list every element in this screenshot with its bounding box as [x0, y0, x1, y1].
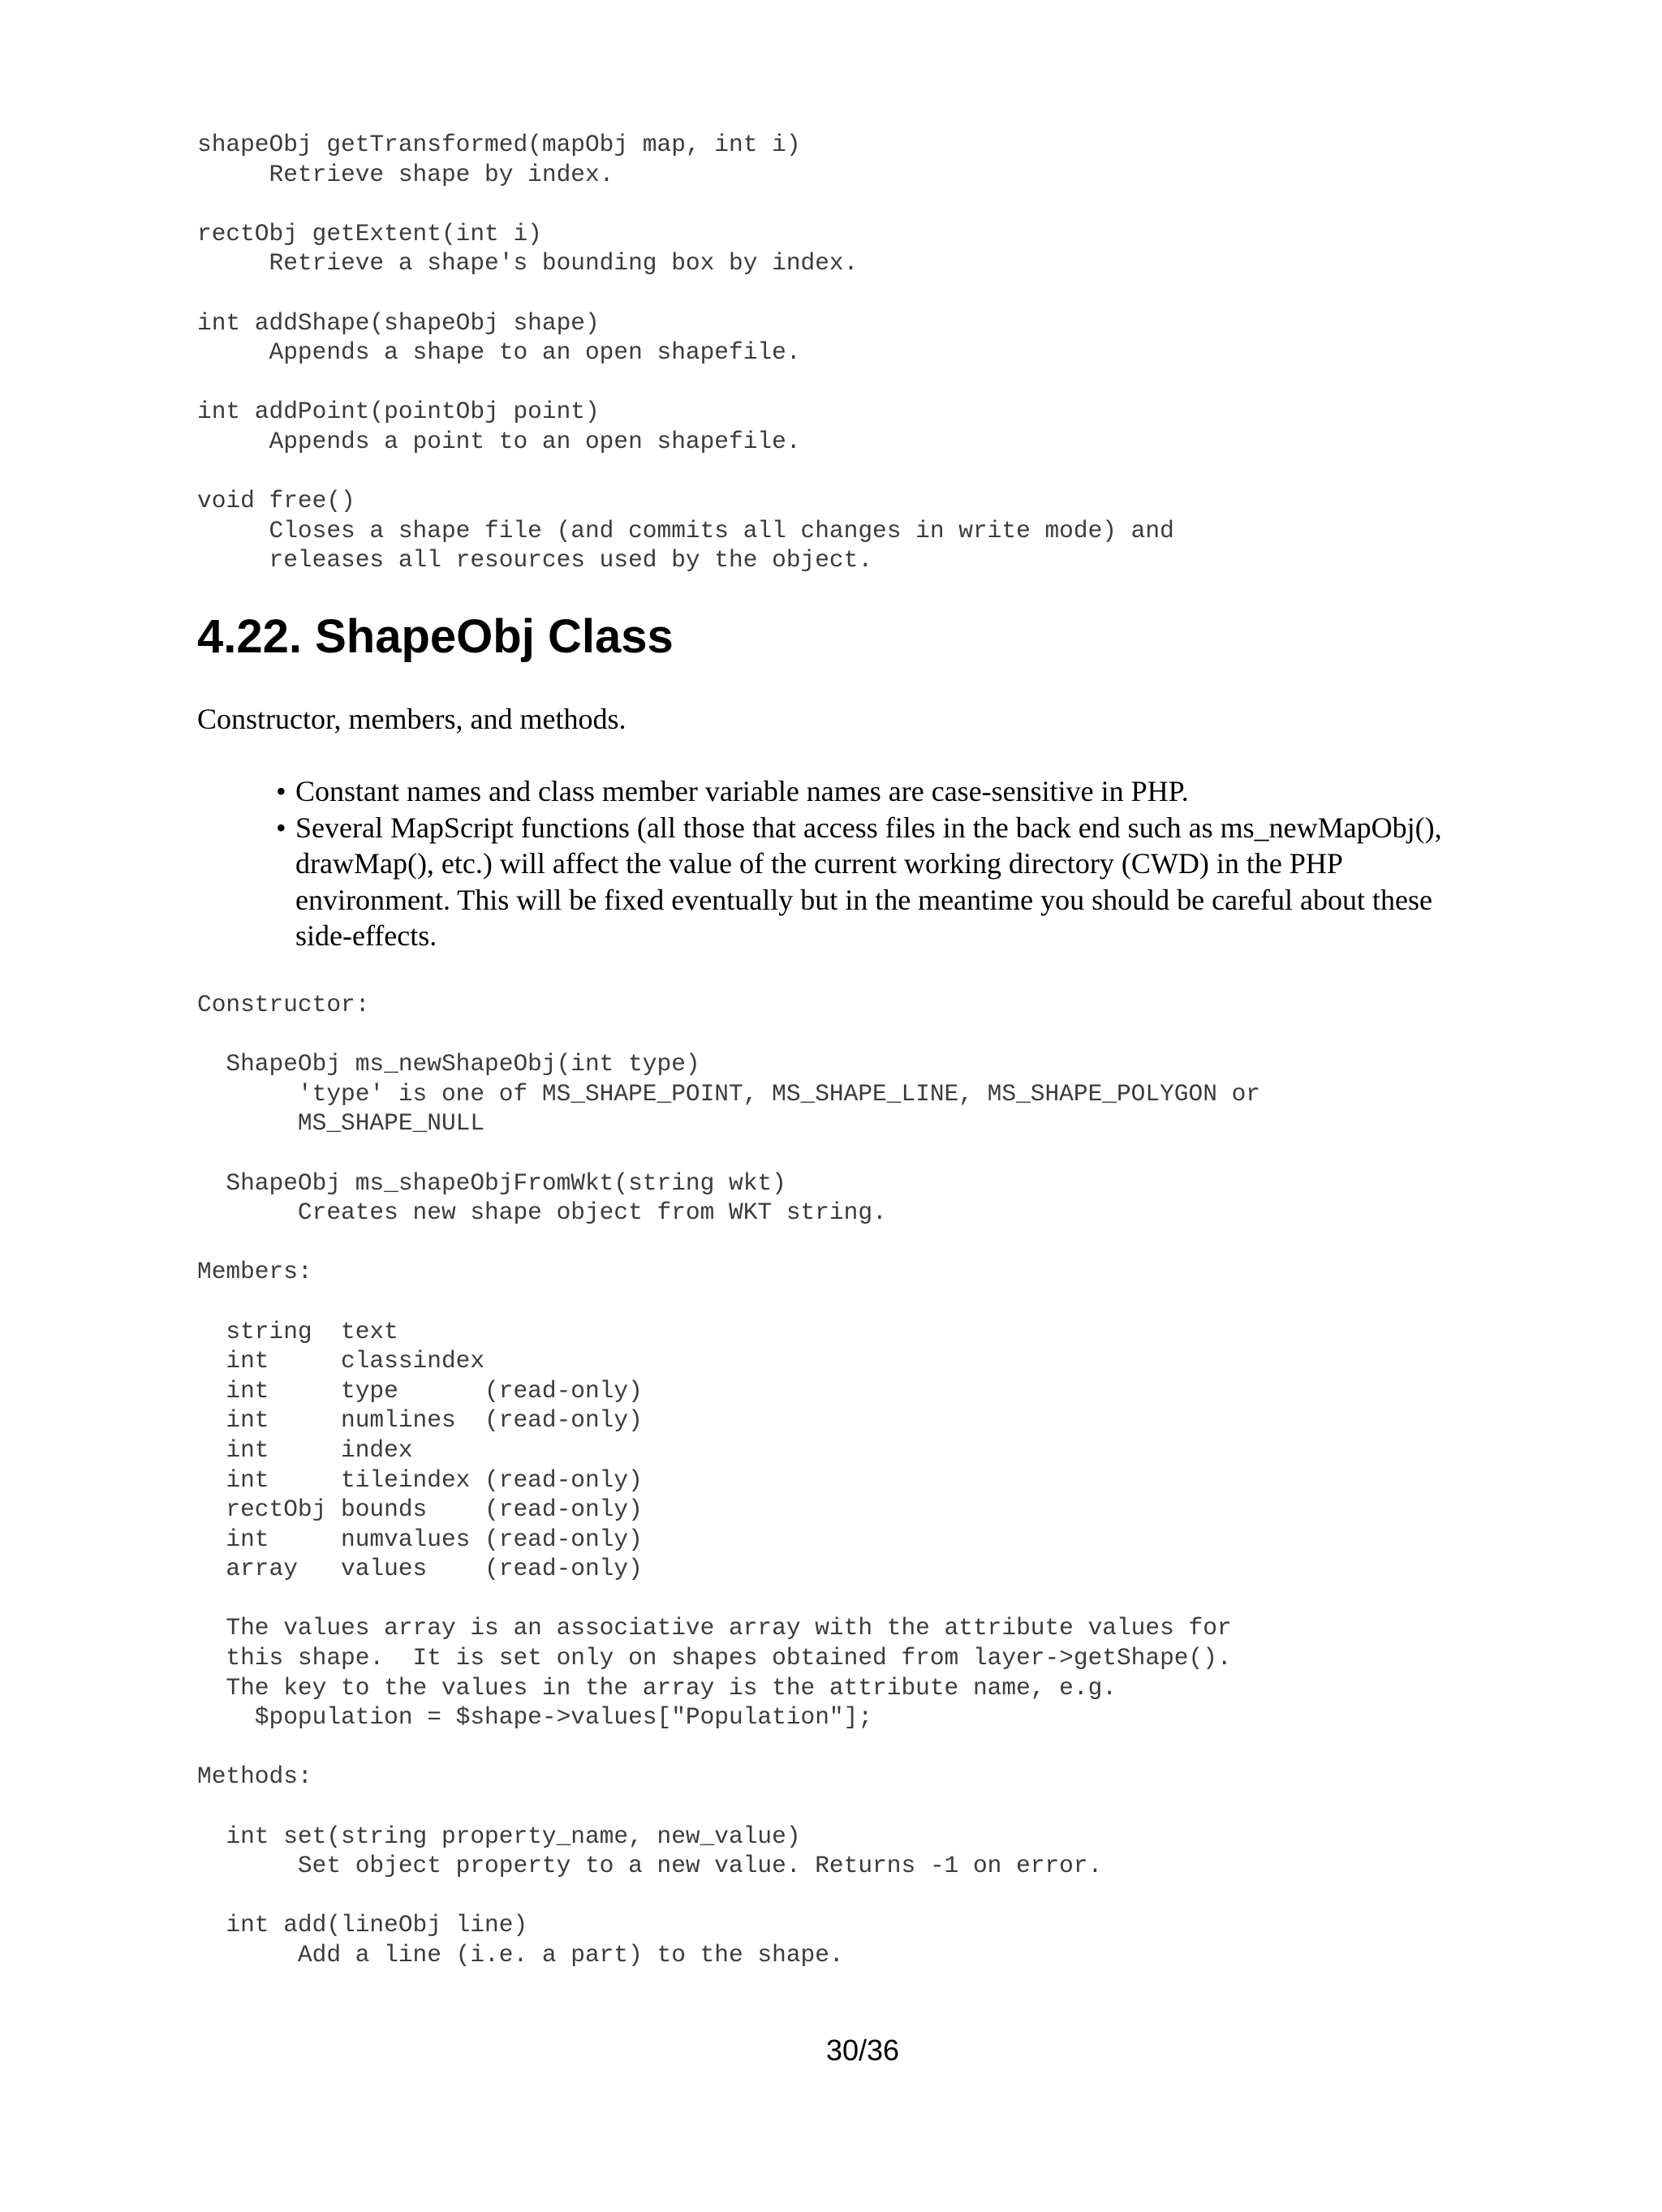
- bullet-icon: •: [276, 811, 286, 844]
- notes-list: [276, 773, 1493, 954]
- list-item: [276, 810, 1493, 954]
- intro-paragraph: Constructor, members, and methods.: [197, 703, 626, 735]
- bullet-icon: •: [276, 775, 286, 807]
- section-heading: 4.22. ShapeObj Class: [197, 610, 674, 663]
- list-item: [276, 773, 1493, 810]
- code-block-shapeobj-reference: Constructor: ShapeObj ms_newShapeObj(int type) 'type' is one of MS_SHAPE_POINT, MS_SHAPE_LINE, MS_SHAPE_POLYGON or MS_SHAPE_NULL ShapeObj ms_shapeObjFromWkt(string wkt) Creates new shape object from WKT string. Members: string text int classindex int type (read-only) int numlines (read-only) int index int tileindex (read-only) rectObj bounds (read-only) int numvalues (read-only) array values (read-only) The values array is an associative array with the attribute values for this shape. It is set only on shapes obtained from layer->getShape(). The key to the values in the array is the attribute name, e.g. $population = $shape->values["Population"]; Methods: int set(string property_name, new_value) Set object property to a new value. Returns -1 on error. int add(lineObj line) Add a line (i.e. a part) to the shape.: [197, 991, 1261, 1969]
- note-text: Constant names and class member variable names are case-sensitive in PHP.: [295, 775, 1189, 807]
- note-text: Several MapScript functions (all those that access files in the back end such as ms_newMapObj(), drawMap(), etc.) will affect the value of the current working directory (CWD) in the PHP environment. This will be fixed eventually but in the meantime you should be careful about these side-effects.: [295, 811, 1442, 952]
- page-number: 30/36: [825, 2033, 900, 2067]
- code-block-shapefile-methods: shapeObj getTransformed(mapObj map, int i) Retrieve shape by index. rectObj getExtent(int i) Retrieve a shape's bounding box by index. int addShape(shapeObj shape) Appends a shape to an open shapefile. int addPoint(pointObj point) Appends a point to an open shapefile. void free() Closes a shape file (and commits all changes in write mode) and releases all resources used by the object.: [197, 131, 1174, 575]
